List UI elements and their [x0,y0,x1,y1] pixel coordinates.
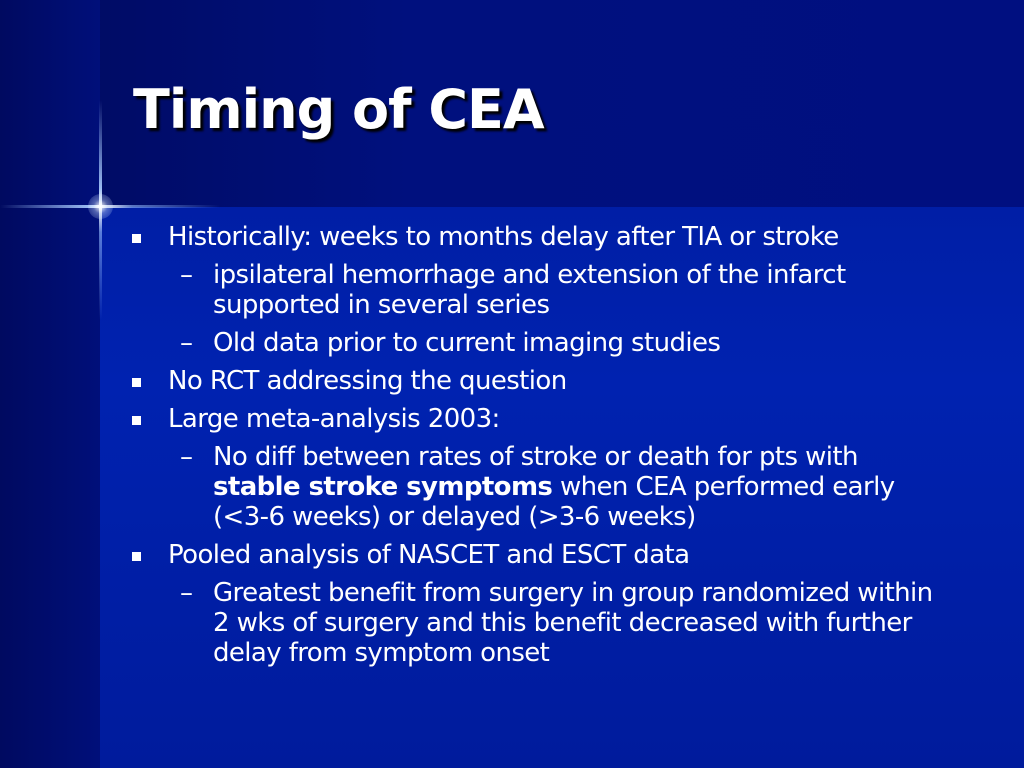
dash-bullet-icon: – [180,578,193,608]
square-bullet-icon [132,416,141,425]
dash-bullet-icon: – [180,260,193,290]
bullet-item [130,366,950,396]
square-bullet-icon [132,552,141,561]
square-bullet-icon [132,234,141,243]
sub-bullet-text-start: No diff between rates of stroke or death for pts with [213,442,858,472]
bullet-text: No RCT addressing the question [168,366,567,396]
sub-bullet-item [130,442,950,532]
sub-bullet-text: ipsilateral hemorrhage and extension of the infarct supported in several series [213,260,846,320]
bullet-text: Pooled analysis of NASCET and ESCT data [168,540,690,570]
slide-title: Timing of CEA [133,78,544,141]
bullet-text: Historically: weeks to months delay after TIA or stroke [168,222,839,252]
slide-body [130,222,950,676]
sub-bullet-item [130,578,950,668]
bullet-item [130,404,950,434]
bullet-item [130,540,950,570]
sub-bullet-item [130,260,950,320]
square-bullet-icon [132,378,141,387]
dash-bullet-icon: – [180,442,193,472]
left-band [0,0,100,768]
sub-bullet-text: Old data prior to current imaging studies [213,328,721,358]
sub-bullet-item [130,328,950,358]
bullet-text: Large meta-analysis 2003: [168,404,500,434]
sub-bullet-text: Greatest benefit from surgery in group randomized within 2 wks of surgery and this benefit decreased with further delay from symptom onset [213,578,933,668]
sparkle-star-icon [88,194,113,219]
bullet-item [130,222,950,252]
sub-bullet-emphasis: stable stroke symptoms [213,472,553,502]
sub-bullet-text-end: when CEA performed early (<3-6 weeks) or delayed (>3-6 weeks) [213,472,895,532]
dash-bullet-icon: – [180,328,193,358]
